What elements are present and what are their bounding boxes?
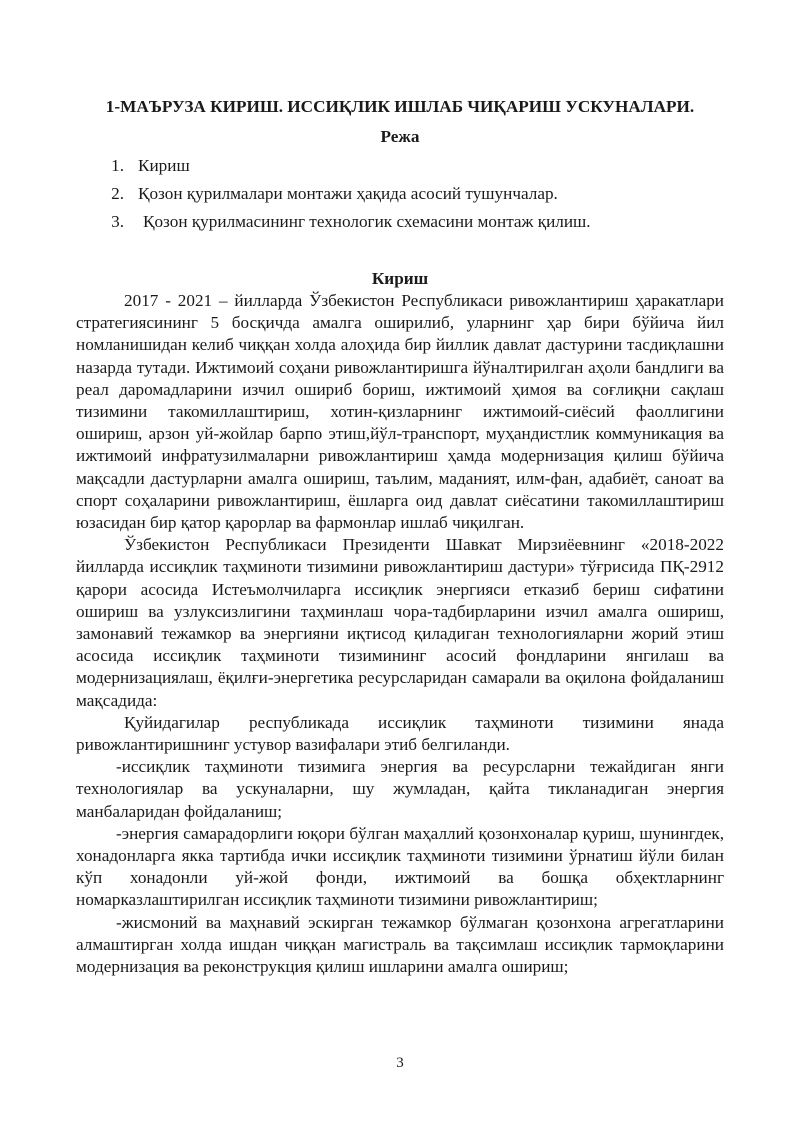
plan-item-text: Қозон қурилмасининг технологик схемасини монтаж қилиш.: [143, 212, 591, 231]
bullet-paragraph: -иссиқлик таҳминоти тизимига энергия ва ресурсларни тежайдиган янги технологиялар ва ускуналарни, шу жумладан, қайта тикланадиган энергия манбаларидан фойдаланиш;: [76, 757, 724, 821]
plan-item: [76, 183, 724, 211]
plan-item-text: Кириш: [138, 156, 190, 175]
lecture-title: 1-МАЪРУЗА КИРИШ. ИССИҚЛИК ИШЛАБ ЧИҚАРИШ УСКУНАЛАРИ.: [105, 97, 695, 116]
plan-item-number: 1.: [111, 156, 124, 175]
body-paragraph: 2017 - 2021 – йилларда Ўзбекистон Республикаси ривожлантириш ҳаракатлари стратегиясининг 5 босқичда амалга оширилиб, уларнинг ҳар бири бўйича йил номланишидан келиб чиққан холда алоҳида бир йиллик давлат дастурини тасдиқлашни назарда тутади. Ижтимоий соҳани ривожлантиришга йўналтирилган аҳоли бандлиги ва реал даромадларини изчил ошириб бориш, ижтимоий ҳимоя ва соғлиқни сақлаш тизимини такомиллаштириш, хотин-қизларнинг ижтимоий-сиёсий фаоллигини ошириш, арзон уй-жойлар барпо этиш,йўл-транспорт, муҳандистлик коммуникация ва ижтимоий инфратузилмаларни ривожлантириш ҳамда модернизация қилиш бўйича мақсадли дастурларни амалга ошириш, таълим, маданият, илм-фан, адабиёт, саноат ва спорт соҳаларини ривожлантириш, ёшларга оид давлат сиёсатини такомиллаштириш юзасидан бир қатор қарорлар ва фармонлар ишлаб чиқилган.: [76, 291, 724, 533]
body-paragraph: Қуйидагилар республикада иссиқлик таҳминоти тизимини янада ривожлантиришнинг устувор вазифалари этиб белгиланди.: [76, 712, 724, 755]
body-paragraph: Ўзбекистон Республикаси Президенти Шавкат Мирзиёевнинг «2018-2022 йилларда иссиқлик таҳминоти тизимини ривожлантириш дастури» тўғрисида ПҚ-2912 қарори асосида Истеъмолчиларга иссиқлик энергияси етказиб бериш сифатини ошириш ва узлуксизлигини таҳминлаш чора-тадбирларини изчил амалга ошириш, замонавий тежамкор ва энергияни иқтисод қиладиган технологияларни жорий этиш асосида иссиқлик таҳминоти тизимининг асосий фондларини янгилаш ва модернизациялаш, ёқилғи-энергетика ресурсларидан самарали ва оқилона фойдаланиш мақсадида:: [76, 535, 724, 710]
plan-item: [76, 211, 724, 239]
plan-item-number: 2.: [111, 184, 124, 203]
bullet-paragraph: -энергия самарадорлиги юқори бўлган маҳаллий қозонхоналар қуриш, шунингдек, хонадонларга якка тартибда ички иссиқлик таҳминоти тизимини ўрнатиш йўли билан кўп хонадонли уй-жой фонди, ижтимоий ва бошқа обҳектларнинг номарказлаштирилган иссиқлик таҳминоти тизимини ривожлантириш;: [76, 823, 724, 910]
page-number: 3: [396, 1055, 404, 1071]
plan-item-text: Қозон қурилмалари монтажи ҳақида асосий тушунчалар.: [138, 184, 558, 203]
plan-item: [76, 155, 724, 183]
plan-list: [76, 155, 724, 239]
plan-item-number: 3.: [111, 212, 124, 231]
document-page: [76, 96, 724, 978]
bullet-paragraph: -жисмоний ва маҳнавий эскирган тежамкор бўлмаган қозонхона агрегатларини алмаштирган холда ишдан чиққан магистраль ва тақсимлаш иссиқлик тармоқларини модернизация ва реконструкция қилиш ишларини амалга ошириш;: [76, 912, 724, 977]
plan-heading: Режа: [380, 127, 420, 146]
section-heading: Кириш: [371, 269, 429, 288]
